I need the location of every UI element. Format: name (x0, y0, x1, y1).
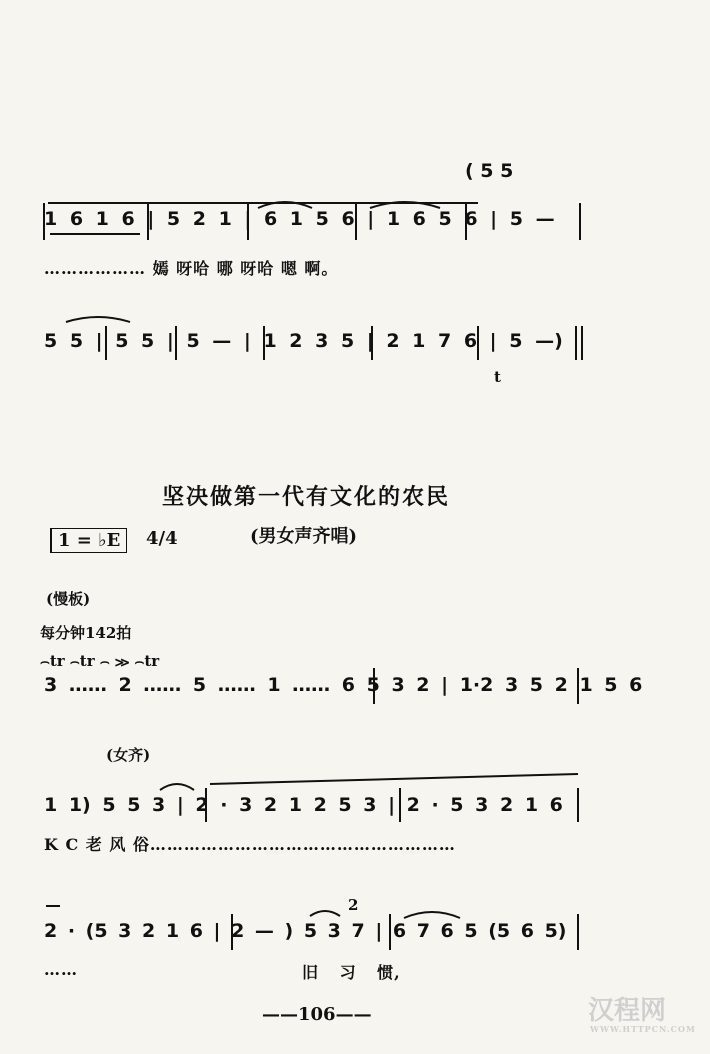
song-title: 坚决做第一代有文化的农民 (162, 484, 451, 510)
performance-note: (男女声齐唱) (250, 526, 358, 547)
time-signature: 4/4 (146, 528, 178, 549)
ornament-marks: ⌢tr ⌢tr ⌢ ≫ ⌢tr (40, 652, 160, 670)
tempo-word: (慢板) (46, 590, 91, 608)
system1-lyrics: ……………… 嫣 呀哈 哪 呀哈 嗯 啊。 (44, 259, 339, 278)
page-number: ——106—— (262, 1004, 372, 1025)
key-signature: 1 = ♭E (50, 528, 127, 553)
watermark-url: WWW.HTTPCN.COM (590, 1024, 696, 1034)
system1-notes: 1 6 1 6 | 5 2 1 | 6 1 5 6 | 1 6 5 6 | 5 — (44, 208, 555, 230)
grace-note: 2 (348, 896, 359, 914)
system2-notes: 5 5 | 5 5 | 5 — | 1 2 3 5 | 2 1 7 6 | 5 —) (44, 330, 563, 352)
tempo-bpm: 每分钟142拍 (40, 624, 132, 642)
system5-notes: 2 · (5 3 2 1 6 | 2 — ) 5 3 7 | 6 7 6 5 (5 6 5) (44, 920, 567, 942)
system1-upper-notes: ( 5 5 (465, 160, 514, 182)
watermark-text: 汉程网 (588, 996, 667, 1026)
system4-notes: 1 1) 5 5 3 | 2 · 3 2 1 2 5 3 | 2 · 5 3 2 1 6 (44, 794, 563, 816)
system5-lyrics-dots: …… (44, 960, 78, 979)
system5-lyrics: 旧 习 惯, (302, 963, 401, 982)
system4-lyrics: K C 老 风 俗……………………………………………… (44, 835, 456, 854)
female-unison-label: (女齐) (106, 746, 151, 764)
trill-mark: t (494, 368, 501, 386)
system3-notes: 3 …… 2 …… 5 …… 1 …… 6 5 3 2 | 1·2 3 5 2 1 5 6 (44, 674, 643, 696)
